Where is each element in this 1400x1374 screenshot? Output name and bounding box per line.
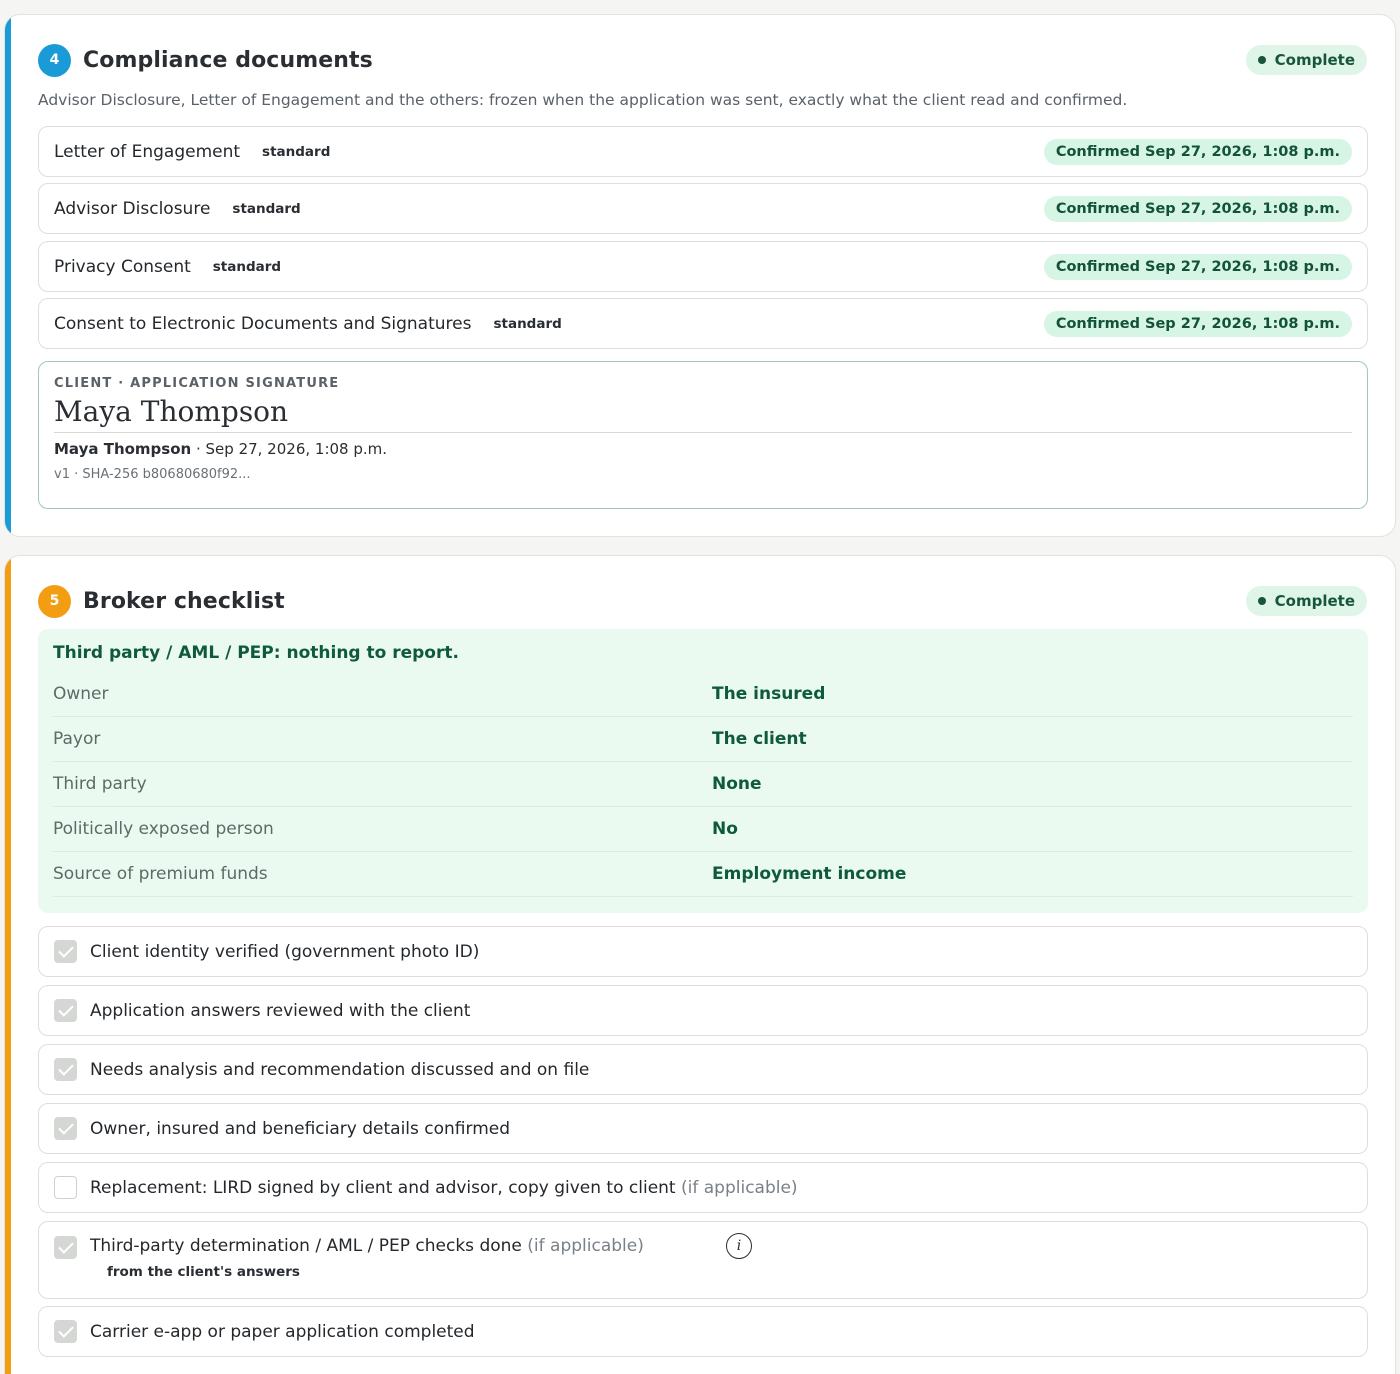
document-tag: standard xyxy=(232,200,301,217)
status-dot-icon xyxy=(1258,56,1266,64)
checklist-label: Client identity verified (government photo ID) xyxy=(90,941,480,962)
aml-label: Source of premium funds xyxy=(53,864,268,884)
document-row-electronic-consent[interactable] xyxy=(38,298,1368,349)
aml-label: Payor xyxy=(53,729,101,749)
document-row-letter-of-engagement[interactable] xyxy=(38,126,1368,177)
document-row-advisor-disclosure[interactable] xyxy=(38,183,1368,234)
checkbox-checked[interactable] xyxy=(54,1117,77,1140)
section-description: Advisor Disclosure, Letter of Engagement and the others: frozen when the application was sent, exactly what the client read and confirmed. xyxy=(38,91,1128,109)
step-number-badge: 5 xyxy=(38,585,71,618)
checklist-sublabel: from the client's answers xyxy=(107,1264,300,1280)
checkbox-checked[interactable] xyxy=(54,1320,77,1343)
signature-caption: CLIENT · APPLICATION SIGNATURE xyxy=(54,376,340,391)
status-label: Complete xyxy=(1274,51,1355,69)
status-badge xyxy=(1246,45,1367,75)
aml-row-third-party xyxy=(53,762,1353,807)
signer-name: Maya Thompson xyxy=(54,440,192,458)
document-name: Consent to Electronic Documents and Signatures xyxy=(54,313,472,334)
checkbox-checked[interactable] xyxy=(54,999,77,1022)
aml-row-payor xyxy=(53,717,1353,762)
document-tag: standard xyxy=(493,315,562,332)
section-title: Compliance documents xyxy=(83,47,373,73)
section-title: Broker checklist xyxy=(83,588,285,614)
confirmed-badge: Confirmed Sep 27, 2026, 1:08 p.m. xyxy=(1044,139,1352,165)
aml-details-table xyxy=(53,672,1353,897)
document-tag: standard xyxy=(262,143,331,160)
checklist-item-application-completed[interactable] xyxy=(38,1306,1368,1357)
status-label: Complete xyxy=(1274,592,1355,610)
aml-summary-title: Third party / AML / PEP: nothing to report. xyxy=(53,643,459,663)
compliance-header xyxy=(38,43,1367,77)
broker-header xyxy=(38,584,1367,618)
aml-row-pep xyxy=(53,807,1353,852)
checklist-label: Needs analysis and recommendation discussed and on file xyxy=(90,1059,590,1080)
aml-value: The insured xyxy=(712,684,826,704)
checkbox-checked[interactable] xyxy=(54,1058,77,1081)
checklist-label: Owner, insured and beneficiary details confirmed xyxy=(90,1118,511,1139)
aml-value: None xyxy=(712,774,762,794)
checklist-item-aml-checks[interactable] xyxy=(38,1221,1368,1299)
document-row-privacy-consent[interactable] xyxy=(38,241,1368,292)
confirmed-badge: Confirmed Sep 27, 2026, 1:08 p.m. xyxy=(1044,311,1352,337)
checklist-item-identity[interactable] xyxy=(38,926,1368,977)
step-number-badge: 4 xyxy=(38,44,71,77)
document-name: Letter of Engagement xyxy=(54,141,241,162)
document-name: Advisor Disclosure xyxy=(54,198,211,219)
checkbox-checked[interactable] xyxy=(54,940,77,963)
aml-label: Third party xyxy=(53,774,147,794)
checkbox-checked[interactable] xyxy=(54,1236,77,1259)
aml-value: Employment income xyxy=(712,864,907,884)
info-icon[interactable]: i xyxy=(726,1233,752,1259)
compliance-documents-card xyxy=(4,14,1396,537)
aml-summary-box xyxy=(38,629,1368,913)
checklist-item-replacement-lird[interactable] xyxy=(38,1162,1368,1213)
checklist-label: Replacement: LIRD signed by client and advisor, copy given to client (if applicable) xyxy=(90,1177,798,1198)
aml-label: Politically exposed person xyxy=(53,819,274,839)
aml-value: No xyxy=(712,819,738,839)
aml-value: The client xyxy=(712,729,807,749)
document-tag: standard xyxy=(212,258,282,275)
aml-row-owner xyxy=(53,672,1353,717)
signature-meta xyxy=(54,440,1352,458)
checklist-item-details-confirmed[interactable] xyxy=(38,1103,1368,1154)
checklist-label: Third-party determination / AML / PEP checks done (if applicable) xyxy=(90,1236,644,1256)
aml-label: Owner xyxy=(53,684,109,704)
application-signature-box xyxy=(38,361,1368,509)
status-badge xyxy=(1246,586,1367,616)
confirmed-badge: Confirmed Sep 27, 2026, 1:08 p.m. xyxy=(1044,196,1352,222)
document-name: Privacy Consent xyxy=(54,256,191,277)
checklist-item-answers-reviewed[interactable] xyxy=(38,985,1368,1036)
checklist-label: Carrier e-app or paper application completed xyxy=(90,1321,475,1342)
signature-name: Maya Thompson xyxy=(54,395,1352,433)
signature-timestamp: · Sep 27, 2026, 1:08 p.m. xyxy=(191,440,388,458)
broker-checklist-card xyxy=(4,555,1396,1374)
aml-row-source-of-funds xyxy=(53,852,1353,897)
signature-hash: v1 · SHA-256 b80680680f92... xyxy=(54,467,251,482)
checklist-label: Application answers reviewed with the client xyxy=(90,1000,471,1021)
checklist-item-needs-analysis[interactable] xyxy=(38,1044,1368,1095)
status-dot-icon xyxy=(1258,597,1266,605)
confirmed-badge: Confirmed Sep 27, 2026, 1:08 p.m. xyxy=(1044,254,1352,280)
checkbox-unchecked[interactable] xyxy=(54,1176,77,1199)
